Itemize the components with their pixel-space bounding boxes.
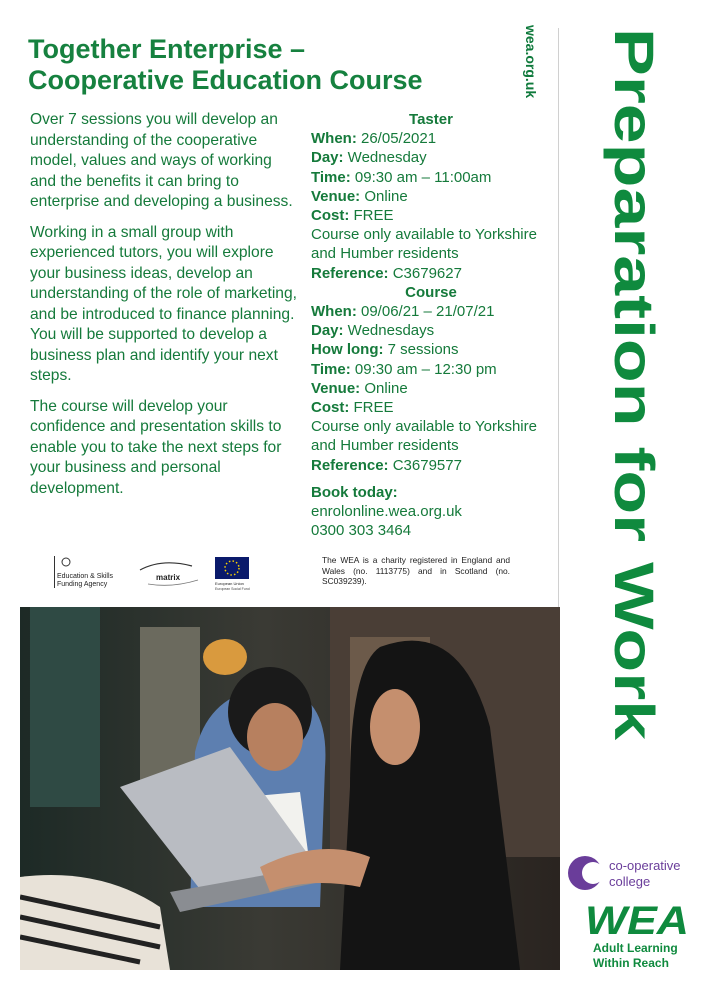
wea-url-vertical[interactable] [520, 23, 544, 143]
esfa-logo [54, 556, 114, 588]
cooperative-college-logo [565, 852, 695, 898]
svg-text:European Social Fund: European Social Fund [215, 587, 250, 591]
funder-logos [52, 554, 262, 594]
intro-paragraph-1: Over 7 sessions you will develop an understanding of the cooperative model, values and ways of working and the benefits it can bring to enterprise and developing a business. [30, 111, 293, 210]
course-title [28, 34, 508, 96]
svg-text:college: college [609, 874, 651, 889]
title-line-1: Together Enterprise – [28, 34, 306, 64]
taster-when: When: 26/05/2021 [311, 130, 437, 148]
eu-flag-logo [215, 557, 250, 591]
students-laptop-photo [20, 607, 560, 970]
course-heading: Course [405, 283, 457, 301]
matrix-logo [140, 563, 198, 586]
svg-text:Education & Skills: Education & Skills [57, 573, 114, 580]
taster-time: Time: 09:30 am – 11:00am [311, 168, 492, 186]
wea-logo [583, 896, 693, 976]
big-title-text: Preparation for Work [603, 28, 666, 584]
taster-note: Course only available to Yorkshire and Humber residents [311, 226, 537, 263]
course-how-long: How long: 7 sessions [311, 341, 459, 359]
svg-text:co-operative: co-operative [609, 858, 681, 873]
svg-text:Funding Agency: Funding Agency [57, 581, 108, 588]
book-heading: Book today: [311, 483, 398, 501]
svg-text:Within Reach: Within Reach [593, 956, 669, 970]
course-venue: Venue: Online [311, 379, 408, 397]
svg-text:European Union: European Union [215, 581, 244, 586]
enrol-link[interactable]: enrolonline.wea.org.uk [311, 503, 462, 521]
charity-notice: The WEA is a charity registered in England and Wales (no. 1113775) and in Scotland (no. SC039239). [322, 555, 510, 586]
column-divider [558, 28, 559, 608]
course-details [311, 110, 561, 540]
course-day: Day: Wednesdays [311, 322, 435, 340]
taster-venue: Venue: Online [311, 187, 408, 205]
taster-heading: Taster [409, 111, 453, 128]
taster-day: Day: Wednesday [311, 149, 427, 167]
intro-paragraph-3: The course will develop your confidence and presentation skills to enable you to take the next steps for your business and personal development. [30, 397, 282, 497]
intro-paragraph-2: Working in a small group with experienced tutors, you will explore your business ideas, develop an understanding of the role of marketing, and be introduced to finance planning. You will be supported to develop a business plan and identify your next steps. [30, 223, 297, 384]
course-note: Course only available to Yorkshire and Humber residents [311, 418, 537, 455]
wea-url-text: wea.org.uk [523, 25, 539, 99]
svg-text:WEA: WEA [585, 899, 689, 943]
course-time: Time: 09:30 am – 12:30 pm [311, 360, 497, 378]
taster-cost: Cost: FREE [311, 207, 394, 225]
course-reference: Reference: C3679577 [311, 456, 462, 474]
svg-text:matrix: matrix [156, 573, 181, 582]
phone-number[interactable]: 0300 303 3464 [311, 522, 412, 540]
svg-text:Adult Learning: Adult Learning [593, 941, 678, 955]
crest-icon [62, 558, 70, 566]
course-description [30, 110, 300, 509]
taster-reference: Reference: C3679627 [311, 264, 462, 282]
title-line-2: Cooperative Education Course [28, 65, 423, 95]
course-when: When: 09/06/21 – 21/07/21 [311, 303, 495, 321]
book-section [311, 483, 561, 541]
course-cost: Cost: FREE [311, 399, 394, 417]
preparation-for-work-title [575, 20, 685, 750]
